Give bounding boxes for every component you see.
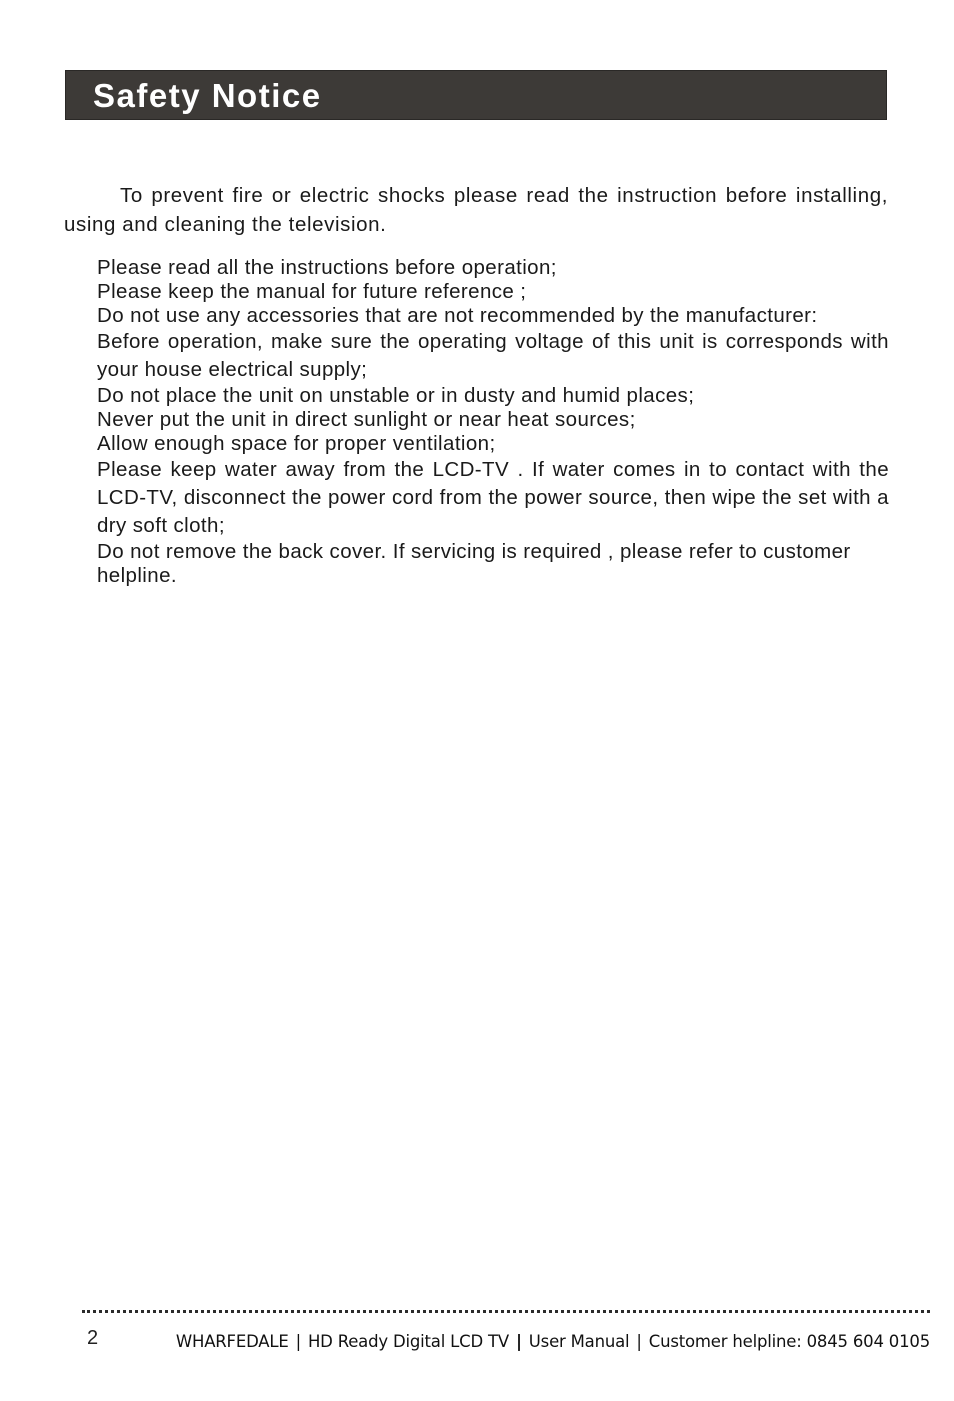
notice-item: Do not place the unit on unstable or in dusty and humid places;: [97, 384, 695, 407]
footer-separator: |: [636, 1332, 642, 1351]
intro-paragraph: To prevent fire or electric shocks please read the instruction before installing, using and cleaning the television.: [64, 184, 888, 236]
footer-separator: |: [295, 1332, 301, 1351]
notice-item: Allow enough space for proper ventilation;: [97, 432, 496, 455]
notice-item: Do not remove the back cover. If servicing is required , please refer to customer helpline.: [97, 540, 851, 587]
page-number: 2: [87, 1327, 99, 1349]
footer-helpline: Customer helpline: 0845 604 0105: [648, 1332, 930, 1351]
footer-divider: [82, 1310, 930, 1313]
footer-product: HD Ready Digital LCD TV: [307, 1332, 509, 1351]
notice-item: Please read all the instructions before operation;: [97, 256, 557, 279]
footer-info: [176, 1332, 930, 1351]
notice-item: Do not use any accessories that are not recommended by the manufacturer:: [97, 304, 818, 327]
section-header: [65, 70, 887, 120]
notice-item: Before operation, make sure the operating voltage of this unit is corresponds with your house electrical supply;: [97, 330, 889, 381]
notice-item: Please keep water away from the LCD-TV . If water comes in to contact with the LCD-TV, disconnect the power cord from the power source, then wipe the set with a dry soft cloth;: [97, 458, 889, 537]
page-title: Safety Notice: [93, 77, 322, 114]
notice-item: Never put the unit in direct sunlight or near heat sources;: [97, 408, 636, 431]
safety-notice-list: [97, 256, 889, 588]
footer-separator: |: [515, 1332, 522, 1351]
footer-brand: WHARFEDALE: [175, 1332, 289, 1351]
notice-item: Please keep the manual for future reference ;: [97, 280, 527, 303]
footer-doc-type: User Manual: [528, 1332, 630, 1351]
